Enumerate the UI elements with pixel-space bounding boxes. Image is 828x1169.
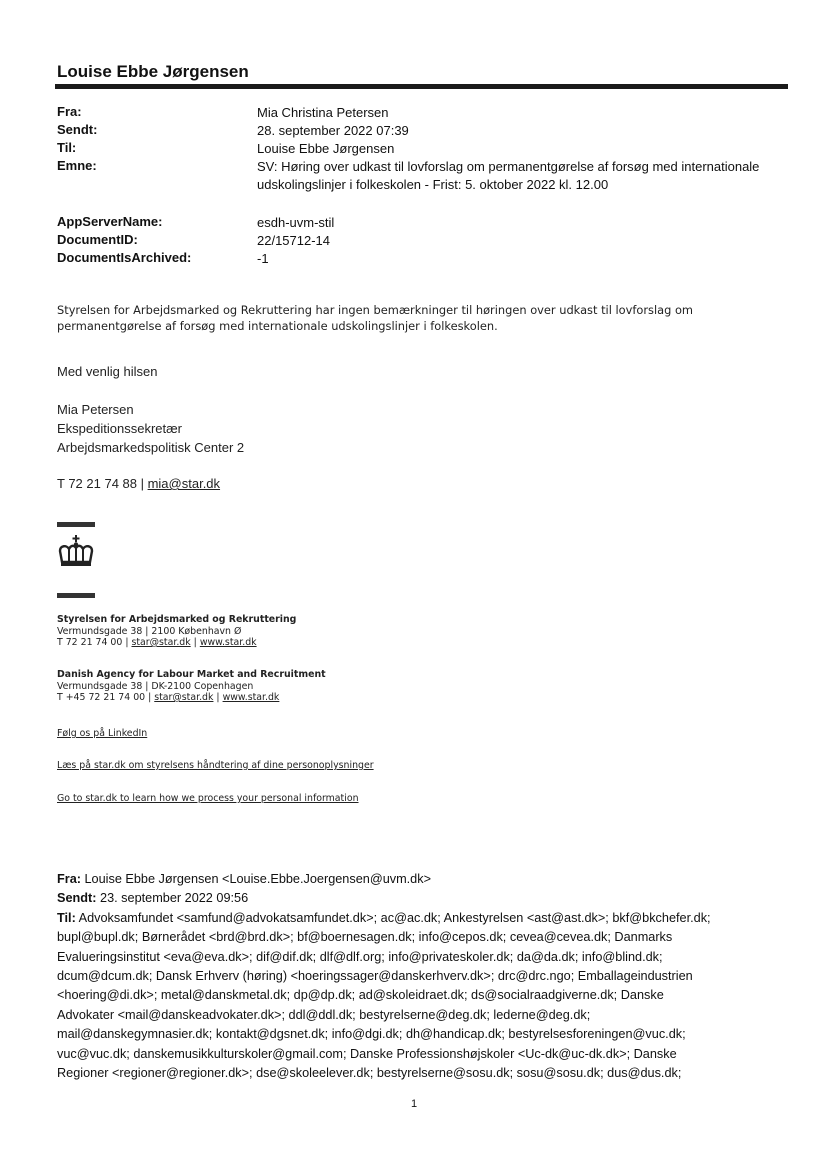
crown-logo-icon bbox=[57, 535, 95, 569]
forwarded-to-line-6: Advokater <mail@danskeadvokater.dk>; ddl@ddl.dk; bestyrelserne@deg.dk; lederne@deg.dk; bbox=[57, 1007, 591, 1022]
forwarded-to bbox=[57, 909, 797, 928]
agency-en-web-link[interactable]: www.star.dk bbox=[222, 692, 280, 703]
signature-contact bbox=[57, 476, 220, 491]
page-number: 1 bbox=[410, 1098, 418, 1110]
logo-bar-bottom bbox=[57, 593, 95, 598]
signature-phone: T 72 21 74 88 | bbox=[57, 476, 148, 491]
agency-da-email-link[interactable]: star@star.dk bbox=[131, 637, 191, 648]
meta-appserver-value: esdh-uvm-stil bbox=[257, 215, 335, 230]
agency-en-email-link[interactable]: star@star.dk bbox=[154, 692, 214, 703]
agency-en-address: Vermundsgade 38 | DK-2100 Copenhagen bbox=[57, 680, 254, 692]
field-from-label: Fra: bbox=[57, 104, 82, 119]
agency-da-contact bbox=[57, 637, 557, 649]
field-to-value: Louise Ebbe Jørgensen bbox=[257, 141, 395, 156]
forwarded-to-line-3: Evalueringsinstitut <eva@eva.dk>; dif@dif.dk; dlf@dlf.org; info@privateskoler.dk; da@da.dk; info@blind.dk; bbox=[57, 949, 663, 964]
forwarded-to-line-9: Regioner <regioner@regioner.dk>; dse@skoleelever.dk; bestyrelserne@sosu.dk; sosu@sosu.dk; dus@dus.dk; bbox=[57, 1066, 682, 1081]
forwarded-to-line-2: bupl@bupl.dk; Børnerådet <brd@brd.dk>; bf@boernesagen.dk; info@cepos.dk; cevea@cevea.dk; Danmarks bbox=[57, 930, 673, 945]
field-sent-label: Sendt: bbox=[57, 122, 98, 137]
meta-appserver-label: AppServerName: bbox=[57, 214, 163, 229]
agency-en-contact bbox=[57, 692, 557, 704]
agency-da-phone: T 72 21 74 00 | bbox=[57, 637, 132, 648]
linkedin-link[interactable]: Følg os på LinkedIn bbox=[57, 728, 148, 739]
forwarded-to-line-8: vuc@vuc.dk; danskemusikkulturskoler@gmail.com; Danske Professionshøjskoler <Uc-dk@uc-dk.dk>; Danske bbox=[57, 1046, 677, 1061]
forwarded-header bbox=[57, 870, 797, 1083]
logo-bar-top bbox=[57, 522, 95, 527]
body-paragraph-line-2: permanentgørelse af forsøg med internationale udskolingslinjer i folkeskolen. bbox=[57, 319, 498, 333]
forwarded-from-value: Louise Ebbe Jørgensen <Louise.Ebbe.Joergensen@uvm.dk> bbox=[80, 872, 431, 886]
forwarded-sent-value: 23. september 2022 09:56 bbox=[96, 891, 249, 906]
agency-en-phone: T +45 72 21 74 00 | bbox=[57, 692, 155, 703]
forwarded-from-label: Fra: bbox=[57, 872, 81, 886]
agency-en-name: Danish Agency for Labour Market and Recruitment bbox=[57, 669, 326, 680]
body-paragraph bbox=[57, 302, 797, 334]
meta-documentid-value: 22/15712-14 bbox=[257, 233, 331, 248]
field-to-label: Til: bbox=[57, 140, 77, 155]
agency-da-web-link[interactable]: www.star.dk bbox=[199, 637, 257, 648]
signature-title: Ekspeditionssekretær bbox=[57, 421, 182, 436]
greeting: Med venlig hilsen bbox=[57, 364, 158, 379]
agency-da-sep: | bbox=[190, 637, 200, 648]
forwarded-to-line-5: <hoering@di.dk>; metal@danskmetal.dk; dp@dp.dk; ad@skoleidraet.dk; ds@socialraadgiverne.dk; Danske bbox=[57, 988, 664, 1003]
signature-unit: Arbejdsmarkedspolitisk Center 2 bbox=[57, 440, 245, 455]
privacy-en-link[interactable]: Go to star.dk to learn how we process your personal information bbox=[57, 793, 359, 804]
agency-da-address: Vermundsgade 38 | 2100 København Ø bbox=[57, 625, 242, 637]
forwarded-to-line-4: dcum@dcum.dk; Dansk Erhverv (høring) <hoeringssager@danskerhverv.dk>; drc@drc.ngo; Emballageindustrien bbox=[57, 969, 693, 984]
header-rule bbox=[55, 84, 788, 89]
forwarded-sent-label: Sendt: bbox=[57, 891, 97, 906]
forwarded-from bbox=[57, 870, 797, 889]
field-subject-value: SV: Høring over udkast til lovforslag om permanentgørelse af forsøg med internationale udskolingslinjer i folkeskolen - Frist: 5. oktober 2022 kl. 12.00 bbox=[257, 159, 760, 192]
forwarded-to-line-1: Advoksamfundet <samfund@advokatsamfundet.dk>; ac@ac.dk; Ankestyrelsen <ast@ast.dk>; bkf@bkchefer.dk; bbox=[75, 910, 711, 925]
field-from-value: Mia Christina Petersen bbox=[257, 105, 389, 120]
meta-archived-label: DocumentIsArchived: bbox=[57, 250, 192, 265]
agency-block-en bbox=[57, 669, 557, 704]
agency-da-name: Styrelsen for Arbejdsmarked og Rekruttering bbox=[57, 614, 297, 625]
forwarded-to-line-7: mail@danskegymnasier.dk; kontakt@dgsnet.dk; info@dgi.dk; dh@handicap.dk; bestyrelsesforeningen@vuc.dk; bbox=[57, 1027, 686, 1042]
field-subject-label: Emne: bbox=[57, 158, 97, 173]
signature-email-link[interactable]: mia@star.dk bbox=[147, 476, 221, 491]
body-paragraph-line-1: Styrelsen for Arbejdsmarked og Rekruttering har ingen bemærkninger til høringen over udkast til lovforslag om bbox=[57, 303, 694, 317]
meta-archived-value: -1 bbox=[257, 251, 269, 266]
privacy-da-link[interactable]: Læs på star.dk om styrelsens håndtering af dine personoplysninger bbox=[57, 760, 374, 771]
forwarded-sent bbox=[57, 889, 797, 908]
field-sent-value: 28. september 2022 07:39 bbox=[257, 123, 409, 138]
sender-name: Louise Ebbe Jørgensen bbox=[57, 62, 249, 81]
agency-en-sep: | bbox=[213, 692, 223, 703]
forwarded-to-label: Til: bbox=[57, 910, 76, 925]
signature-name: Mia Petersen bbox=[57, 402, 134, 417]
meta-documentid-label: DocumentID: bbox=[57, 232, 138, 247]
agency-block-da bbox=[57, 614, 557, 649]
